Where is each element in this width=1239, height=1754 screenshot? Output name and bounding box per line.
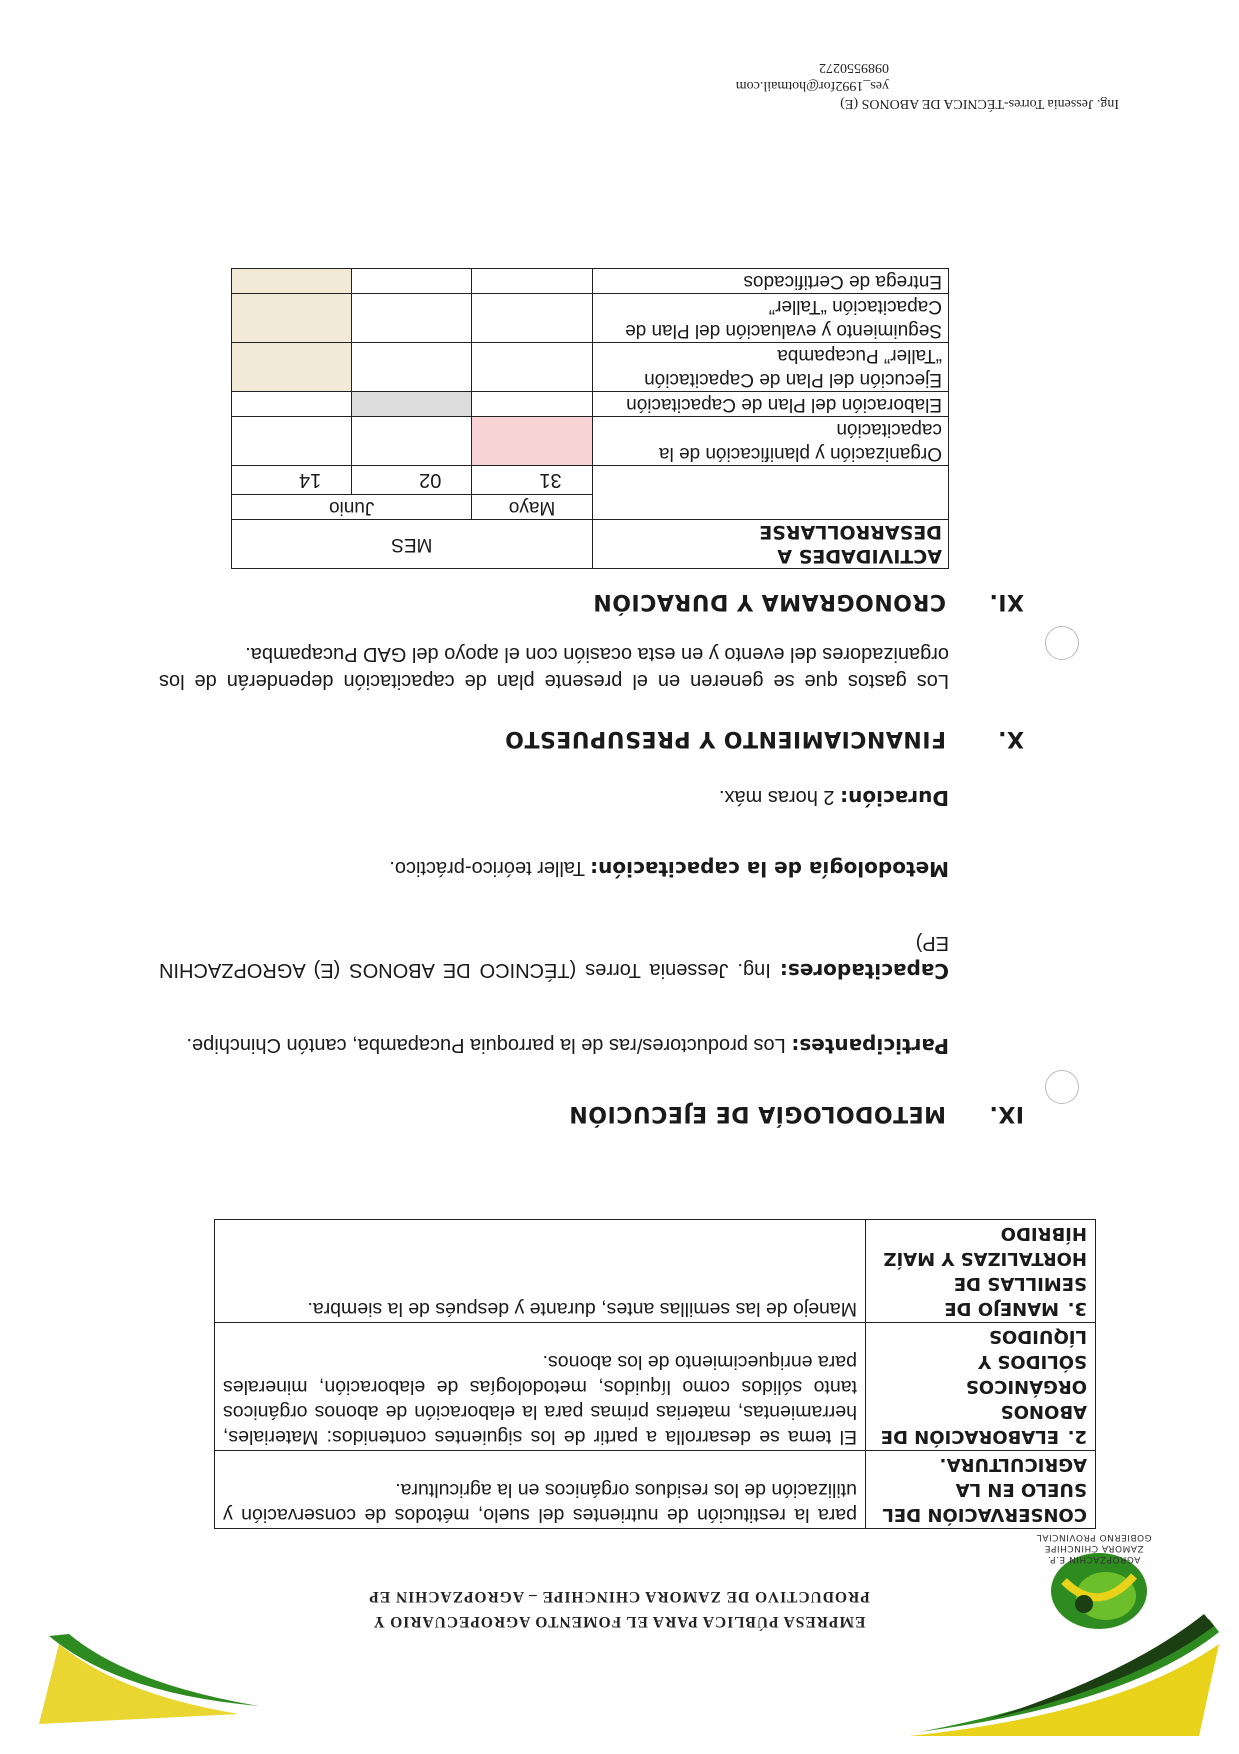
activity-cell: Organización y planificación de la capacitación [592, 417, 948, 466]
topic-cell [866, 1323, 1096, 1451]
schedule-empty [472, 269, 592, 294]
org-title-line-2: PRODUCTIVO DE ZAMORA CHINCHIPE – AGROPZACHIN EP [368, 1588, 870, 1605]
logo-text-3: GOBIERNO PROVINCIAL [1036, 1532, 1152, 1542]
signer-phone: 0989550272 [819, 60, 889, 75]
schedule-mark [232, 343, 352, 392]
topic-cell [866, 1451, 1096, 1529]
section-xi-heading [194, 589, 1024, 614]
methodology-paragraph [159, 854, 949, 882]
signer-name: Ing. Jessenia Torres-TÉCNICA DE ABONOS (E) [840, 96, 1119, 111]
section-xi-numeral: XI. [988, 589, 1024, 614]
participants-text: Los productores/ras de la parroquia Pucapamba, cantón Chinchipe. [186, 1034, 786, 1056]
schedule-empty [352, 417, 472, 466]
section-x-heading [194, 726, 1024, 751]
content-cell: El tema se desarrolla a partir de los siguientes contenidos: Materiales, herramientas, materias primas para la elaboración de abonos orgánicos tanto sólidos como líquidos, metodologías de elaboración, minerales para enriquecimiento de los abonos. [215, 1323, 866, 1451]
month-may: Mayo [472, 495, 592, 520]
trainers-label: Capacitadores: [779, 959, 949, 983]
org-title-line-1: EMPRESA PÚBLICA PARA EL FOMENTO AGROPECUARIO Y [372, 1613, 866, 1630]
topic-text: ELABORACIÓN DE ABONOS ORGÁNICOS SÓLIDOS Y LÍQUIDOS [880, 1326, 1087, 1447]
schedule-row [232, 343, 949, 392]
day-31: 31 [472, 466, 592, 495]
topic-text: MANEJO DE SEMILLAS DE HORTALIZAS Y MAÍZ HÍBRIDO [883, 1223, 1087, 1319]
topic-text: CONSERVACIÓN DEL SUELO EN LA AGRICULTURA. [882, 1454, 1087, 1525]
schedule-months-row [232, 495, 949, 520]
schedule-empty [352, 343, 472, 392]
month-header: MES [232, 520, 593, 569]
trainers-paragraph [159, 929, 949, 984]
schedule-mark [232, 269, 352, 294]
trainers-text: Ing. Jessenia Torres (TÉCNICO DE ABONOS (E) AGROPZACHIN EP) [159, 932, 949, 981]
schedule-row [232, 294, 949, 343]
logo-text-1: AGROPZACHIN E.P. [1047, 1554, 1141, 1564]
schedule-header-row [232, 520, 949, 569]
topic-cell [866, 1220, 1096, 1323]
activity-cell: Ejecución del Plan de Capacitación “Taller” Pucapamba [592, 343, 948, 392]
activity-cell: Seguimiento y evaluación del Plan de Capacitación “Taller” [592, 294, 948, 343]
schedule-mark [232, 294, 352, 343]
table-row [215, 1323, 1096, 1451]
schedule-empty [472, 294, 592, 343]
day-14: 14 [232, 466, 352, 495]
duration-paragraph [159, 783, 949, 811]
blank-cell [592, 466, 948, 520]
activity-cell: Entrega de Certificados [592, 269, 948, 294]
section-xi-title: CRONOGRAMA Y DURACIÓN [592, 589, 946, 614]
schedule-empty [232, 392, 352, 417]
section-x-title: FINANCIAMIENTO Y PRESUPUESTO [504, 726, 946, 751]
methodology-text: Taller teórico-práctico. [389, 857, 585, 879]
day-02: 02 [352, 466, 472, 495]
participants-paragraph [159, 1031, 949, 1059]
table-row [215, 1451, 1096, 1529]
duration-text: 2 horas máx. [718, 786, 835, 808]
schedule-empty [472, 343, 592, 392]
signer-email: yes_1992for@hotmail.com [735, 78, 889, 93]
schedule-empty [352, 269, 472, 294]
punch-hole [1045, 1070, 1079, 1104]
schedule-empty [232, 417, 352, 466]
section-ix-title: METODOLOGÍA DE EJECUCIÓN [568, 1101, 946, 1126]
schedule-empty [472, 392, 592, 417]
duration-label: Duración: [840, 786, 949, 810]
table-row [215, 1220, 1096, 1323]
activities-header: ACTIVIDADES A DESARROLLARSE [592, 520, 948, 569]
topic-number: 3. [1067, 1298, 1087, 1319]
methodology-label: Metodología de la capacitación: [590, 857, 949, 881]
signature-footer [579, 58, 1119, 112]
topics-table [214, 1219, 1096, 1529]
participants-label: Participantes: [791, 1034, 949, 1058]
section-x-numeral: X. [997, 726, 1024, 751]
logo-text-2: ZAMORA CHINCHIPE [1044, 1543, 1144, 1553]
content-cell: para la restitución de nutrientes del suelo, métodos de conservación y utilización de los residuos orgánicos en la agricultura. [215, 1451, 866, 1529]
content-cell: Manejo de las semillas antes, durante y después de la siembra. [215, 1220, 866, 1323]
schedule-row [232, 417, 949, 466]
logo-caption [1019, 1531, 1169, 1564]
topic-number: 2. [1067, 1426, 1087, 1447]
activity-cell: Elaboración del Plan de Capacitación [592, 392, 948, 417]
punch-hole [1045, 626, 1079, 660]
schedule-table [231, 268, 949, 569]
schedule-mark [472, 417, 592, 466]
section-ix-heading [194, 1101, 1024, 1126]
schedule-row [232, 269, 949, 294]
month-june: Junio [232, 495, 472, 520]
schedule-row [232, 392, 949, 417]
schedule-mark [352, 392, 472, 417]
schedule-empty [352, 294, 472, 343]
organization-title [224, 1584, 1014, 1634]
financing-paragraph: Los gastos que se generen en el presente plan de capacitación dependerán de los organizadores del evento y en esta ocasión con el apoyo del GAD Pucapamba. [159, 643, 949, 692]
section-ix-numeral: IX. [988, 1101, 1024, 1126]
